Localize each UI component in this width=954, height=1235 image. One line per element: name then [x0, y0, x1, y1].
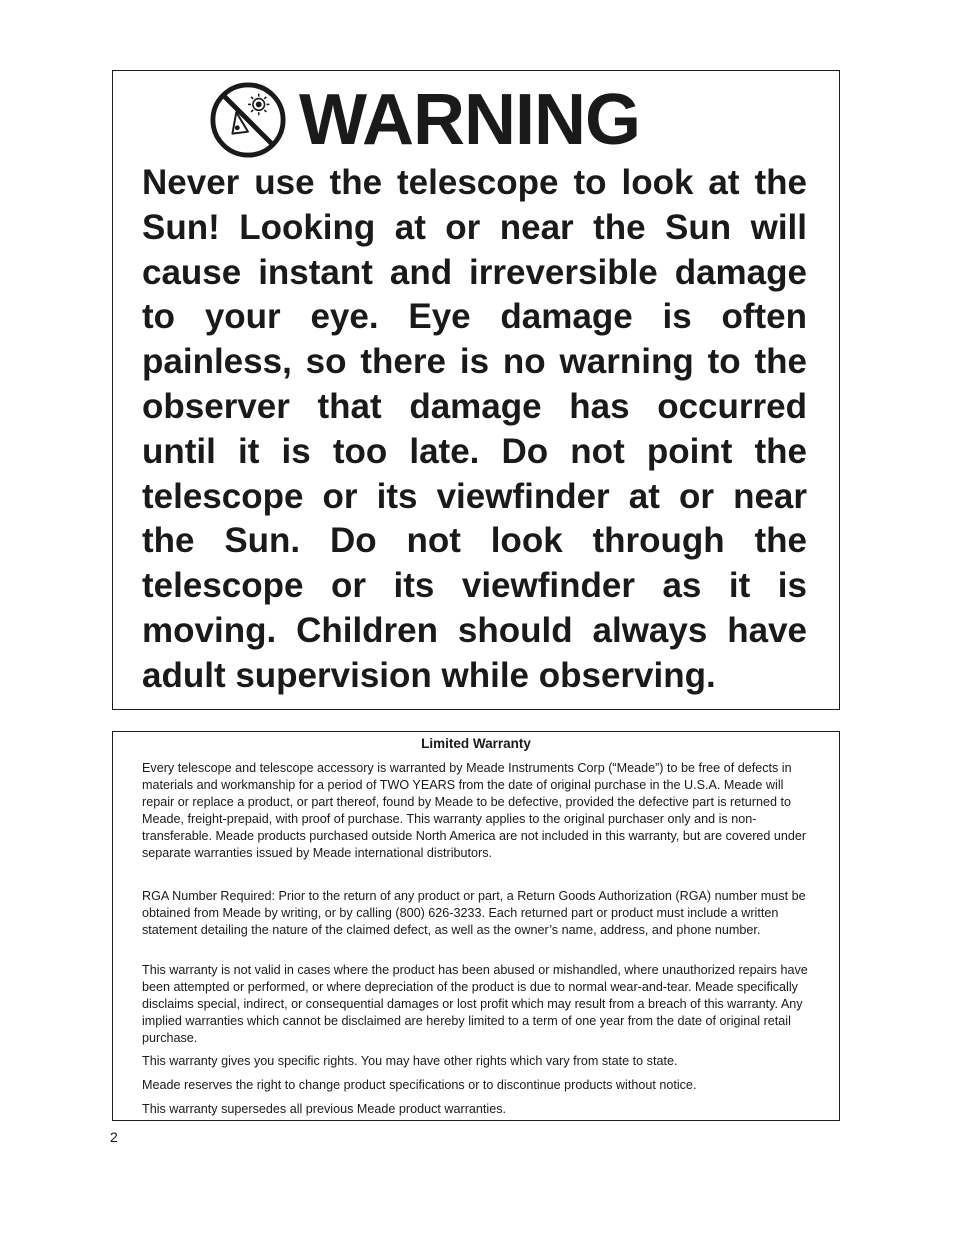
warranty-paragraph-rga: RGA Number Required: Prior to the return of any product or part, a Return Goods Authorization (RGA) number must be obtained from Meade by writing, or by calling (800) 626-3233. Each returned part or product must include a written statement detailing the nature of the claimed defect, as well as the owner’s name, address, and phone number.: [142, 889, 806, 937]
warranty-paragraph-rights: This warranty gives you specific rights. You may have other rights which vary from state to state.: [142, 1054, 678, 1068]
no-sun-viewing-icon: [209, 81, 287, 159]
warranty-paragraph-coverage: Every telescope and telescope accessory is warranted by Meade Instruments Corp (“Meade”) to be free of defects in materials and workmanship for a period of TWO YEARS from the date of original purchase in the U.S.A. Meade will repair or replace a product, or part thereof, found by Meade to be defective, provided the defective part is returned to Meade, freight-prepaid, with proof of purchase. This warranty applies to the original purchaser only and is non-transferable. Meade products purchased outside North America are not included in this warranty, but are covered under separate warranties issued by Meade international distributors.: [142, 761, 807, 860]
warranty-paragraph-exclusions: This warranty is not valid in cases where the product has been abused or mishandled, where unauthorized repairs have been attempted or performed, or where depreciation of the product is due to normal wear-and-tear. Meade specifically disclaims special, indirect, or consequential damages or lost profit which may result from a breach of this warranty. Any implied warranties which cannot be disclaimed are hereby limited to a term of one year from the date of original retail purchase.: [142, 963, 808, 1045]
page-number: 2: [110, 1129, 118, 1145]
limited-warranty-box: [112, 731, 840, 1121]
warranty-title: Limited Warranty: [421, 736, 531, 751]
warning-box: [112, 70, 840, 710]
warning-title: WARNING: [299, 80, 640, 160]
warranty-paragraph-specifications: Meade reserves the right to change product specifications or to discontinue products without notice.: [142, 1078, 697, 1092]
warning-text: Never use the telescope to look at the Sun! Looking at or near the Sun will cause instant and irreversible damage to your eye. Eye damage is often painless, so there is no warning to the observer that damage has occurred until it is too late. Do not point the telescope or its viewfinder at or near the Sun. Do not look through the telescope or its viewfinder as it is moving. Children should always have adult supervision while observing.: [142, 163, 807, 695]
warranty-paragraph-supersedes: This warranty supersedes all previous Meade product warranties.: [142, 1102, 506, 1116]
warning-header: [209, 79, 640, 161]
